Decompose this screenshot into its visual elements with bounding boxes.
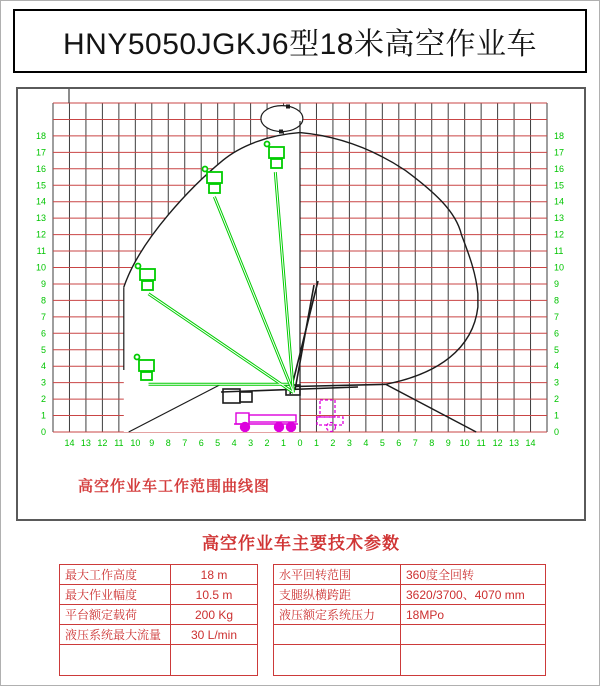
x-axis-tick: 4 <box>363 438 369 448</box>
y-axis-left-tick: 3 <box>40 377 46 388</box>
x-axis-tick: 5 <box>379 438 385 448</box>
x-axis-tick: 1 <box>281 438 287 448</box>
spec-table-row <box>60 605 258 625</box>
x-axis-tick: 8 <box>165 438 171 448</box>
x-axis-tick: 14 <box>64 438 75 448</box>
title-block <box>13 9 587 73</box>
y-axis-left-tick: 9 <box>40 278 46 289</box>
y-axis-right-tick: 13 <box>554 213 565 224</box>
spec-table-left <box>59 564 258 676</box>
spec-param-value: 360度全回转 <box>401 565 546 585</box>
y-axis-right-tick: 18 <box>554 130 565 141</box>
spec-param-value: 10.5 m <box>171 585 258 605</box>
x-axis-tick: 5 <box>215 438 221 448</box>
spec-table-row <box>60 625 258 645</box>
y-axis-left-tick: 7 <box>40 311 46 322</box>
spec-param-label: 液压系统最大流量 <box>60 625 171 645</box>
x-axis-tick: 10 <box>459 438 470 448</box>
x-axis-tick: 14 <box>525 438 536 448</box>
working-range-diagram <box>16 87 586 521</box>
spec-param-label <box>274 645 401 676</box>
spec-param-value <box>171 645 258 676</box>
x-axis-tick: 9 <box>445 438 451 448</box>
spec-param-label: 最大作业幅度 <box>60 585 171 605</box>
x-axis-tick: 13 <box>509 438 520 448</box>
spec-table-row <box>274 565 546 585</box>
y-axis-right-tick: 2 <box>554 394 560 405</box>
spec-param-value <box>401 645 546 676</box>
x-axis-tick: 2 <box>330 438 336 448</box>
x-axis-tick: 0 <box>297 438 303 448</box>
page-title: HNY5050JGKJ6型18米高空作业车 <box>63 28 537 61</box>
y-axis-right-tick: 8 <box>554 295 560 306</box>
y-axis-left-tick: 11 <box>36 246 46 257</box>
y-axis-left-tick: 4 <box>40 361 46 372</box>
spec-table-row <box>274 585 546 605</box>
spec-table-right <box>273 564 546 676</box>
y-axis-left-tick: 12 <box>35 229 46 240</box>
y-axis-right-tick: 0 <box>554 427 560 437</box>
y-axis-left-tick: 16 <box>35 163 46 174</box>
y-axis-right-tick: 1 <box>554 410 560 421</box>
x-axis-tick: 3 <box>346 438 352 448</box>
x-axis-tick: 11 <box>114 438 124 448</box>
y-axis-left-tick: 2 <box>40 394 46 405</box>
y-axis-left-tick: 14 <box>35 196 46 207</box>
spec-param-value: 30 L/min <box>171 625 258 645</box>
x-axis-tick: 11 <box>476 438 486 448</box>
y-axis-right-tick: 4 <box>554 361 560 372</box>
x-axis-tick: 6 <box>198 438 204 448</box>
y-axis-right-tick: 6 <box>554 328 560 339</box>
x-axis-tick: 7 <box>412 438 418 448</box>
spec-param-value <box>401 625 546 645</box>
y-axis-left-tick: 5 <box>40 344 46 355</box>
y-axis-left-tick: 18 <box>35 130 46 141</box>
x-axis-tick: 9 <box>149 438 155 448</box>
spec-table-row <box>60 565 258 585</box>
spec-table-row <box>274 625 546 645</box>
y-axis-left-tick: 10 <box>35 262 46 273</box>
work-envelope-right-arc <box>300 133 478 432</box>
spec-param-label: 平台额定载荷 <box>60 605 171 625</box>
x-axis-tick: 12 <box>492 438 503 448</box>
x-axis-tick: 12 <box>97 438 108 448</box>
y-axis-right-tick: 17 <box>554 147 565 158</box>
spec-table-row <box>274 645 546 676</box>
spec-param-label: 支腿纵横跨距 <box>274 585 401 605</box>
x-axis-tick: 7 <box>182 438 188 448</box>
platform-plan-ellipse <box>261 106 303 132</box>
ellipse-top-dot <box>286 105 290 109</box>
x-axis-tick: 10 <box>130 438 141 448</box>
y-axis-right-tick: 15 <box>554 180 565 191</box>
working-range-plot <box>18 89 584 519</box>
x-axis-tick: 8 <box>429 438 435 448</box>
y-axis-left-tick: 6 <box>40 328 46 339</box>
y-axis-left-tick: 17 <box>35 147 46 158</box>
spec-param-label: 最大工作高度 <box>60 565 171 585</box>
y-axis-right-tick: 9 <box>554 278 560 289</box>
spec-param-value: 18MPo <box>401 605 546 625</box>
x-axis-tick: 3 <box>248 438 254 448</box>
spec-table-title: 高空作业车主要技术参数 <box>202 534 400 553</box>
spec-param-value: 18 m <box>171 565 258 585</box>
spec-param-value: 200 Kg <box>171 605 258 625</box>
spec-param-label: 水平回转范围 <box>274 565 401 585</box>
y-axis-right-tick: 3 <box>554 377 560 388</box>
x-axis-tick: 4 <box>231 438 237 448</box>
spec-param-label <box>60 645 171 676</box>
plot-caption: 高空作业车工作范围曲线图 <box>78 478 271 495</box>
y-axis-right-tick: 14 <box>554 196 565 207</box>
spec-param-label <box>274 625 401 645</box>
y-axis-left-tick: 1 <box>40 410 46 421</box>
y-axis-right-tick: 10 <box>554 262 565 273</box>
spec-table-row <box>60 585 258 605</box>
y-axis-right-tick: 12 <box>554 229 565 240</box>
y-axis-right-tick: 11 <box>554 246 564 257</box>
y-axis-left-tick: 13 <box>35 213 46 224</box>
y-axis-right-tick: 5 <box>554 344 560 355</box>
y-axis-left-tick: 0 <box>40 427 46 437</box>
y-axis-right-tick: 16 <box>554 163 565 174</box>
x-axis-tick: 13 <box>80 438 91 448</box>
x-axis-tick: 2 <box>264 438 270 448</box>
spec-table-row <box>60 645 258 676</box>
y-axis-left-tick: 15 <box>35 180 46 191</box>
x-axis-tick: 6 <box>396 438 402 448</box>
y-axis-left-tick: 8 <box>40 295 46 306</box>
x-axis-tick: 1 <box>313 438 319 448</box>
spec-param-label: 液压额定系统压力 <box>274 605 401 625</box>
spec-table-row <box>274 605 546 625</box>
spec-param-value: 3620/3700、4070 mm <box>401 585 546 605</box>
ellipse-bottom-dot <box>279 130 283 134</box>
y-axis-right-tick: 7 <box>554 311 560 322</box>
